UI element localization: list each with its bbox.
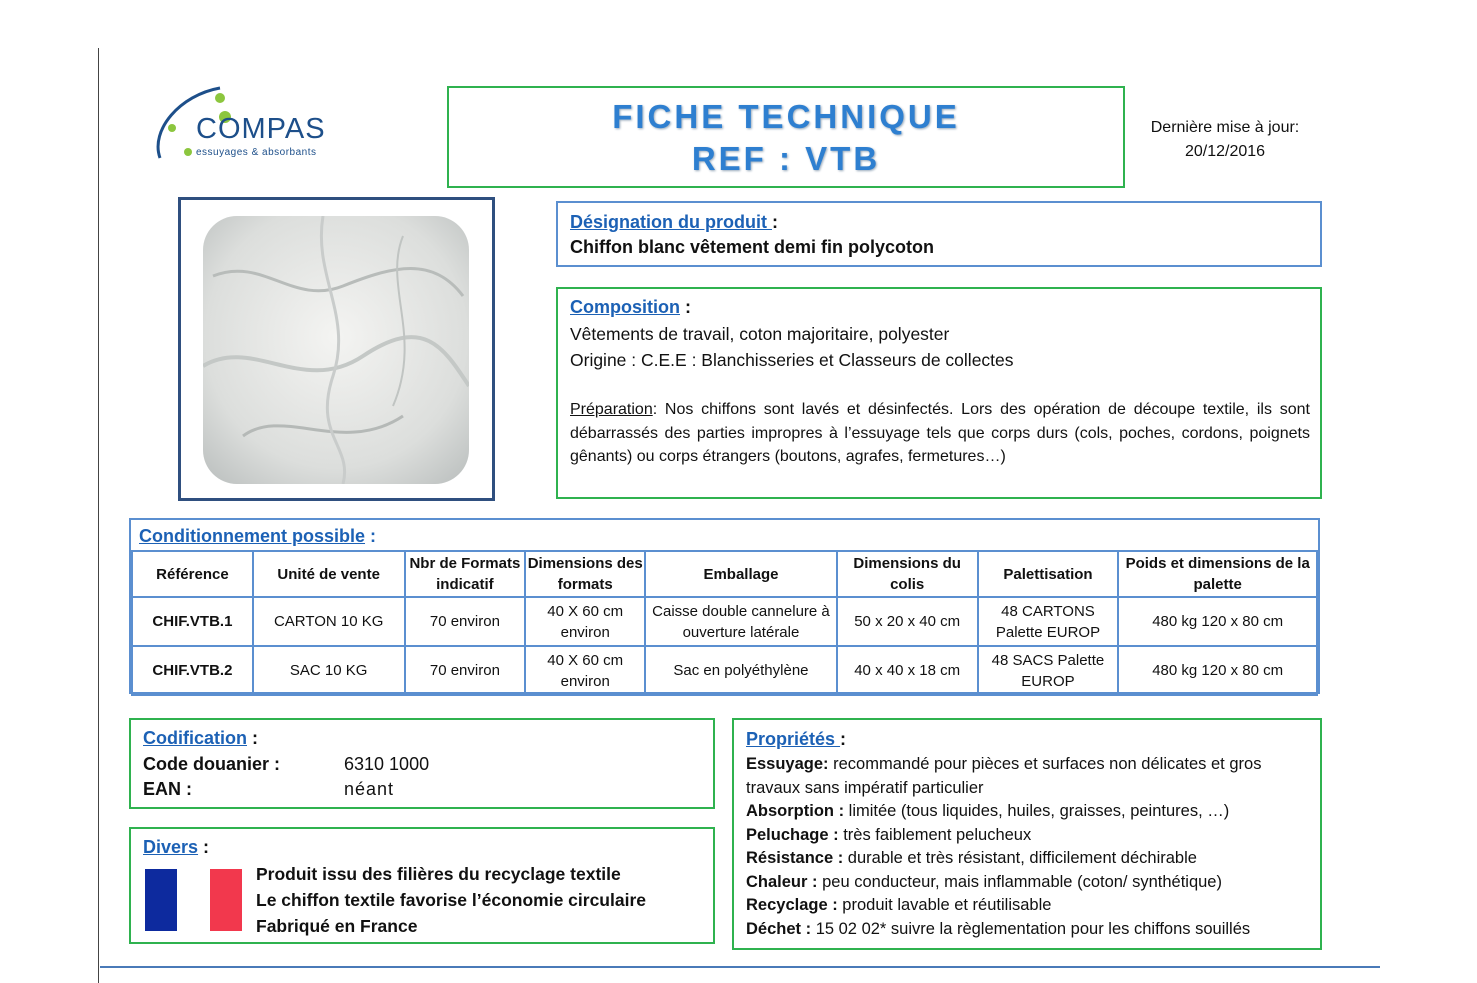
- properties-colon: :: [840, 729, 847, 749]
- property-key: Résistance :: [746, 849, 844, 867]
- table-row: [132, 646, 1317, 695]
- designation-colon: :: [771, 212, 778, 232]
- properties-list: [746, 753, 1312, 941]
- properties-box: [732, 718, 1322, 950]
- codification-box: [129, 718, 715, 809]
- table-cell: Caisse double cannelure à ouverture latérale: [645, 597, 837, 646]
- composition-line-2: Origine : C.E.E : Blanchisseries et Classeurs de collectes: [570, 350, 1014, 370]
- property-item: [746, 871, 1312, 895]
- property-item: [746, 894, 1312, 918]
- doc-title: FICHE TECHNIQUE: [612, 98, 960, 135]
- header-cell: Dimensions des formats: [525, 551, 645, 597]
- packaging-table: [131, 550, 1318, 696]
- table-cell: 40 X 60 cm environ: [525, 597, 645, 646]
- designation-box: [556, 201, 1322, 267]
- table-cell: 480 kg 120 x 80 cm: [1118, 597, 1317, 646]
- customs-code-value: 6310 1000: [344, 754, 430, 774]
- header-cell: Dimensions du colis: [837, 551, 978, 597]
- ean-value: néant: [344, 779, 395, 799]
- codification-label: Codification: [143, 728, 247, 748]
- table-cell: 480 kg 120 x 80 cm: [1118, 646, 1317, 695]
- logo-tagline: essuyages & absorbants: [196, 147, 317, 158]
- property-key: Chaleur :: [746, 872, 818, 891]
- property-item: [746, 824, 1312, 848]
- property-value: produit lavable et réutilisable: [837, 896, 1052, 914]
- property-item: [746, 753, 1312, 800]
- table-cell: 70 environ: [405, 597, 526, 646]
- property-key: Essuyage:: [746, 755, 829, 773]
- designation-value: Chiffon blanc vêtement demi fin polycoton: [570, 237, 935, 257]
- table-cell: SAC 10 KG: [253, 646, 405, 695]
- header-cell: Poids et dimensions de la palette: [1118, 551, 1317, 597]
- preparation-paragraph: [570, 398, 1310, 469]
- properties-label: Propriétés: [746, 729, 841, 749]
- footer-divider: [100, 966, 1380, 968]
- doc-reference: REF : VTB: [691, 140, 881, 177]
- property-item: [746, 847, 1312, 871]
- title-box: [447, 86, 1125, 188]
- ean-label: EAN :: [143, 779, 192, 799]
- misc-colon: :: [198, 837, 210, 857]
- table-cell: Sac en polyéthylène: [645, 646, 837, 695]
- property-value: recommandé pour pièces et surfaces non délicates et gros travaux sans impératif particulier: [746, 755, 1262, 797]
- composition-colon: :: [680, 297, 691, 317]
- packaging-section: [129, 518, 1320, 694]
- product-photo: [203, 216, 469, 484]
- property-value: durable et très résistant, difficilement déchirable: [843, 849, 1197, 867]
- last-update-date: 20/12/2016: [1184, 143, 1266, 160]
- misc-lines: [256, 861, 646, 939]
- table-cell: CARTON 10 KG: [253, 597, 405, 646]
- last-update-label: Dernière mise à jour:: [1150, 119, 1300, 136]
- composition-box: [556, 287, 1322, 499]
- product-photo-frame: [178, 197, 495, 501]
- customs-code-label: Code douanier :: [143, 754, 281, 774]
- composition-label: Composition: [570, 297, 680, 317]
- preparation-label: Préparation: [570, 401, 653, 418]
- property-item: [746, 800, 1312, 824]
- property-value: 15 02 02* suivre la règlementation pour les chiffons souillés: [811, 919, 1251, 938]
- table-cell: 40 x 40 x 18 cm: [837, 646, 978, 695]
- header-cell: Palettisation: [978, 551, 1119, 597]
- header-cell: Emballage: [645, 551, 837, 597]
- property-value: peu conducteur, mais inflammable (coton/ synthétique): [817, 872, 1222, 891]
- header-cell: Référence: [132, 551, 253, 597]
- composition-line-1: Vêtements de travail, coton majoritaire, polyester: [570, 324, 950, 344]
- designation-label: Désignation du produit: [570, 212, 772, 232]
- misc-label: Divers: [143, 837, 199, 857]
- packaging-colon: :: [365, 526, 377, 546]
- table-cell: CHIF.VTB.1: [132, 597, 253, 646]
- property-value: limitée (tous liquides, huiles, graisses, peintures, …): [844, 802, 1230, 820]
- header-cell: Unité de vente: [253, 551, 405, 597]
- misc-line-3: Fabriqué en France: [256, 916, 418, 936]
- logo-name: COMPAS: [196, 113, 326, 145]
- misc-line-2: Le chiffon textile favorise l’économie circulaire: [256, 890, 646, 910]
- left-margin-line: [98, 48, 99, 983]
- table-header-row: [132, 551, 1317, 597]
- property-item: [746, 918, 1312, 942]
- property-key: Recyclage :: [746, 896, 838, 914]
- misc-box: [129, 827, 715, 944]
- codification-colon: :: [247, 728, 258, 748]
- table-row: [132, 597, 1317, 646]
- table-cell: 50 x 20 x 40 cm: [837, 597, 978, 646]
- table-cell: 40 X 60 cm environ: [525, 646, 645, 695]
- table-cell: 48 SACS Palette EUROP: [978, 646, 1119, 695]
- cloth-image-icon: [203, 216, 469, 484]
- property-key: Absorption :: [746, 802, 845, 820]
- header-cell: Nbr de Formats indicatif: [405, 551, 526, 597]
- table-cell: 70 environ: [405, 646, 526, 695]
- last-update: [1130, 116, 1320, 164]
- preparation-text: : Nos chiffons sont lavés et désinfectés. Lors des opération de découpe textile, ils sont débarrassés des parties impropres à l’essuyage tels que corps durs (cols, poches, cordons, poignets gênants) ou corps étrangers (boutons, agrafes, fermetures…): [570, 401, 1310, 465]
- table-cell: 48 CARTONS Palette EUROP: [978, 597, 1119, 646]
- misc-line-1: Produit issu des filières du recyclage textile: [256, 864, 621, 884]
- france-flag-icon: [145, 869, 242, 931]
- property-key: Déchet :: [746, 919, 812, 938]
- property-key: Peluchage :: [746, 825, 839, 844]
- table-cell: CHIF.VTB.2: [132, 646, 253, 695]
- packaging-label: Conditionnement possible: [139, 526, 366, 546]
- property-value: très faiblement pelucheux: [838, 825, 1032, 844]
